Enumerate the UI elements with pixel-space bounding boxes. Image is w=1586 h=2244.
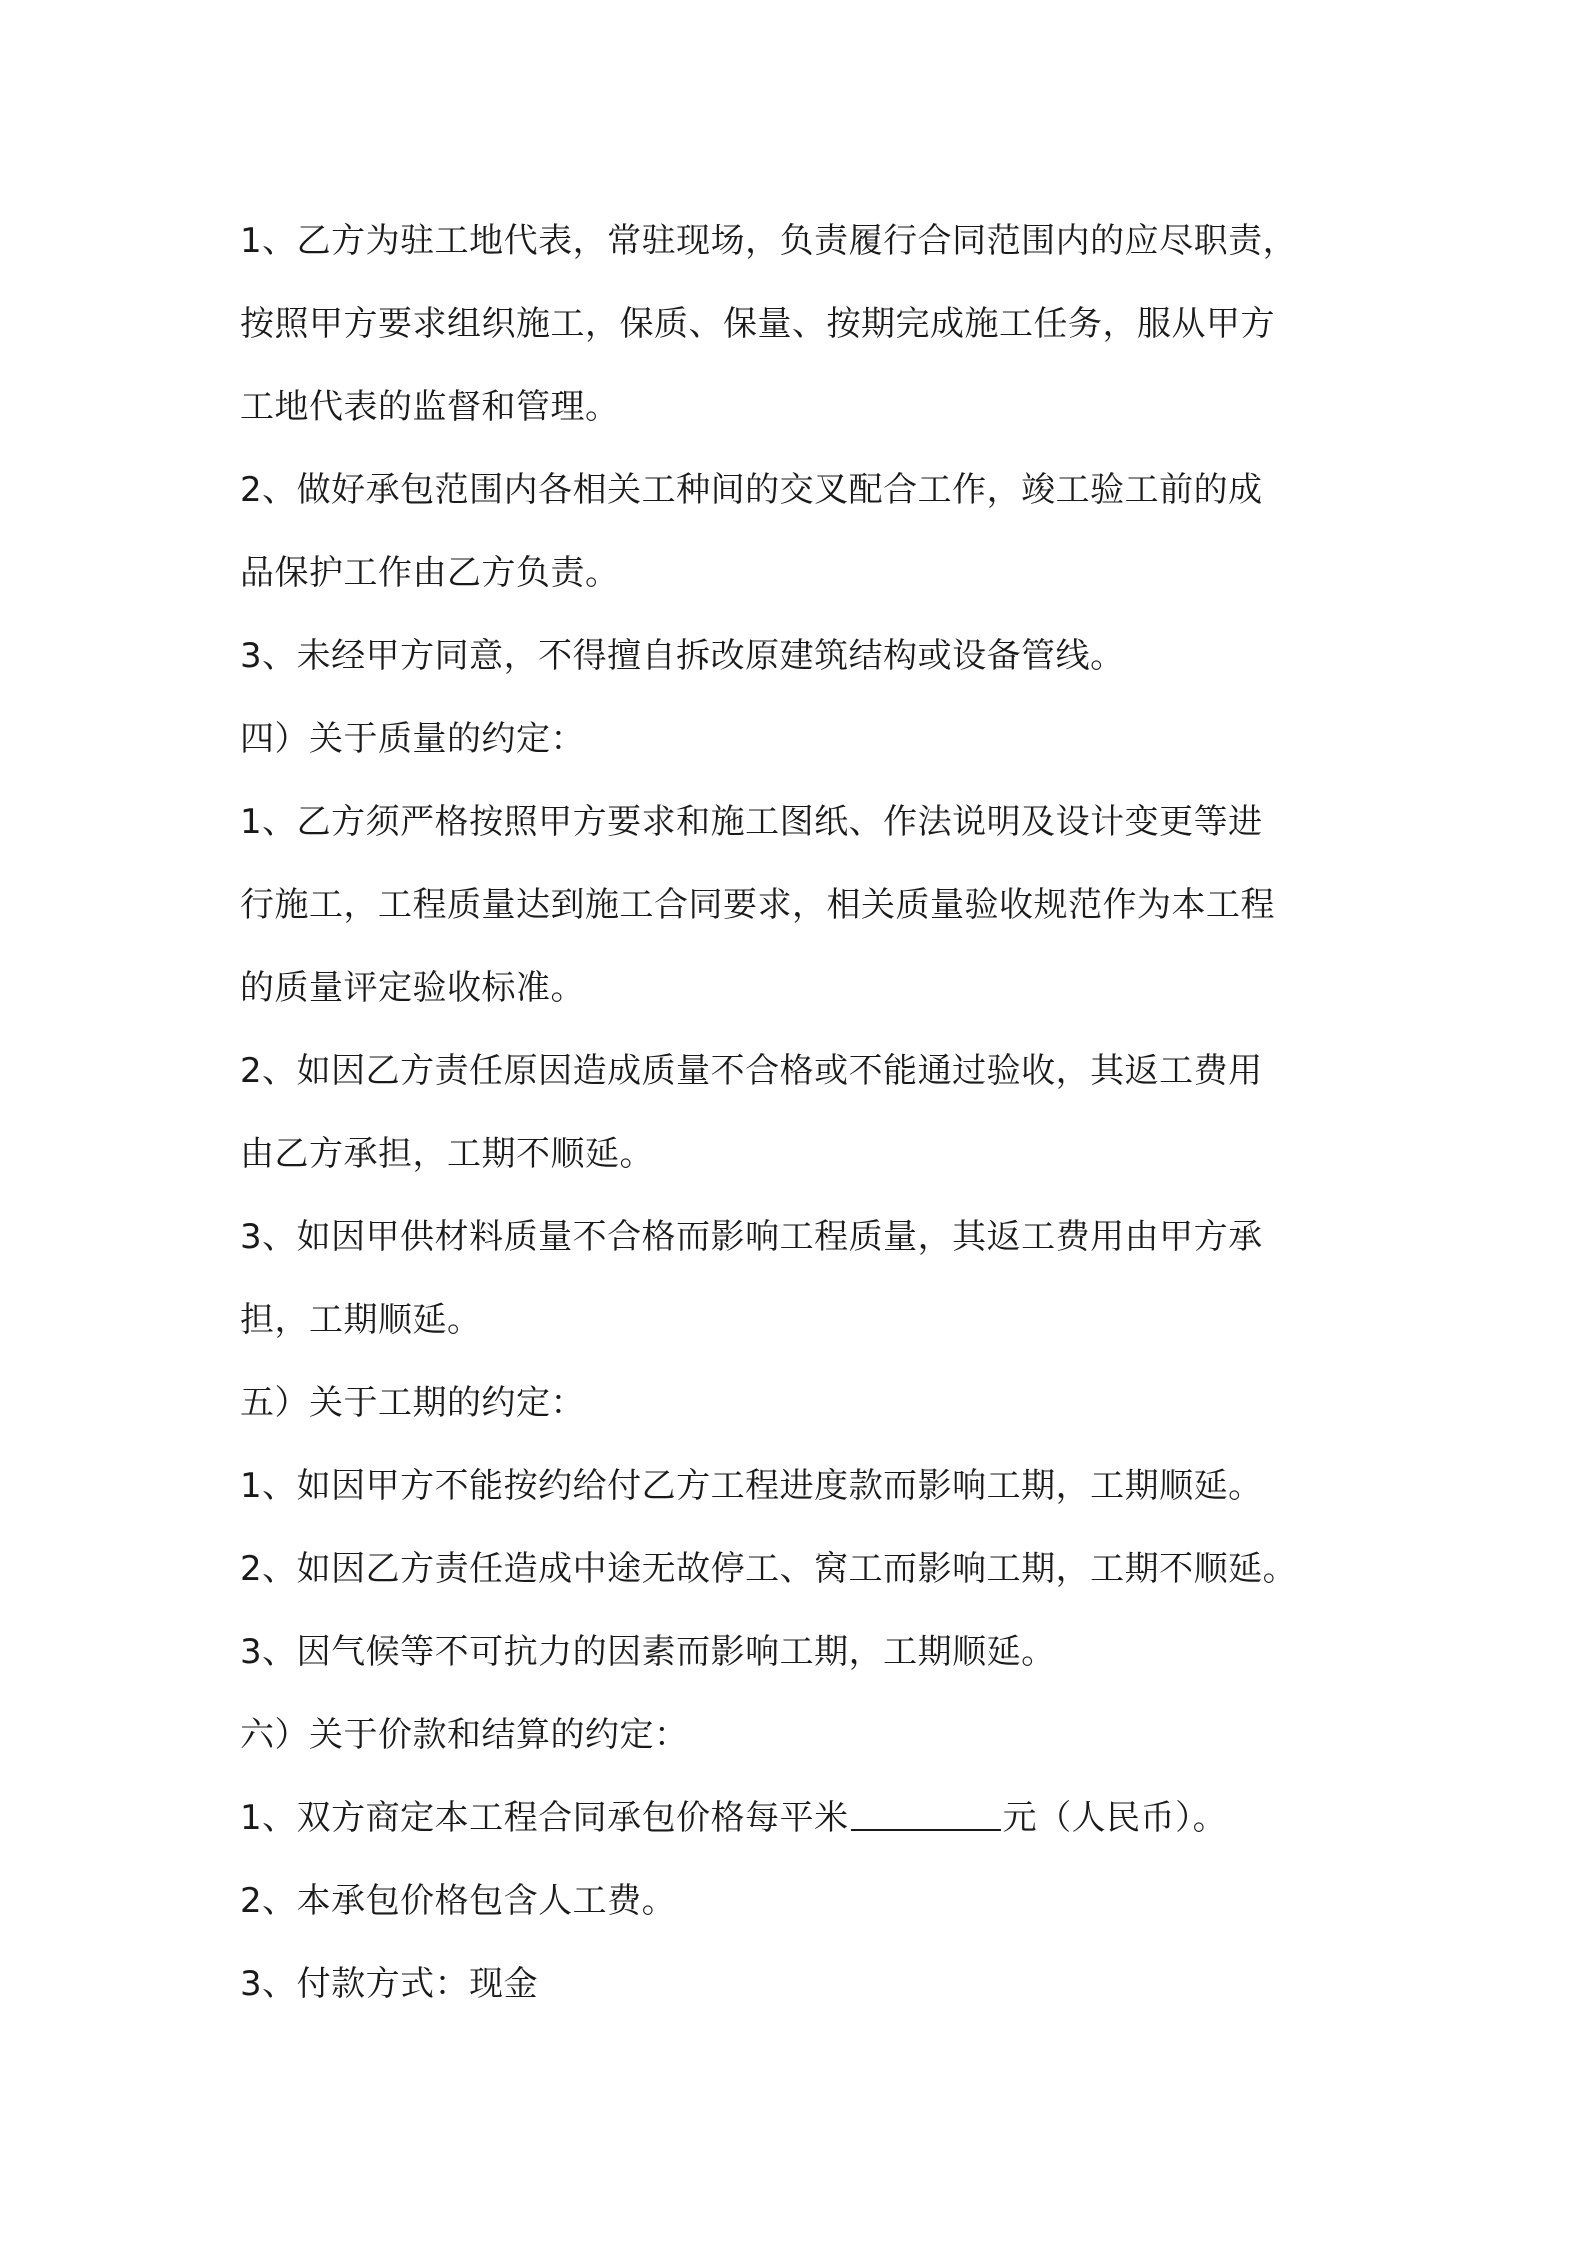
text-line: 1、如因甲方不能按约给付乙方工程进度款而影响工期，工期顺延。 (240, 1466, 1263, 1506)
text-line: 3、付款方式：现金 (240, 1964, 539, 2004)
text-line: 按照甲方要求组织施工，保质、保量、按期完成施工任务，服从甲方 (240, 304, 1275, 344)
price-line (240, 1777, 1370, 1860)
text-line: 的质量评定验收标准。 (240, 968, 585, 1008)
text-line: 工地代表的监督和管理。 (240, 387, 620, 427)
document-body (240, 200, 1370, 2026)
text-line: 1、乙方为驻工地代表，常驻现场，负责履行合同范围内的应尽职责， (240, 221, 1298, 261)
section-heading-quality: 四）关于质量的约定： (240, 719, 585, 759)
text-line: 3、因气候等不可抗力的因素而影响工期，工期顺延。 (240, 1632, 1056, 1672)
text-line: 2、做好承包范围内各相关工种间的交叉配合工作，竣工验工前的成 (240, 470, 1263, 510)
text-line: 2、本承包价格包含人工费。 (240, 1881, 677, 1921)
text-line: 2、如因乙方责任原因造成质量不合格或不能通过验收，其返工费用 (240, 1051, 1263, 1091)
text-line: 3、如因甲供材料质量不合格而影响工程质量，其返工费用由甲方承 (240, 1217, 1263, 1257)
section-heading-price: 六）关于价款和结算的约定： (240, 1715, 689, 1755)
text-line: 行施工，工程质量达到施工合同要求，相关质量验收规范作为本工程 (240, 885, 1275, 925)
text-line: 3、未经甲方同意，不得擅自拆改原建筑结构或设备管线。 (240, 636, 1125, 676)
text-line: 2、如因乙方责任造成中途无故停工、窝工而影响工期，工期不顺延。 (240, 1549, 1298, 1589)
price-blank-field[interactable] (851, 1799, 1001, 1831)
section-heading-schedule: 五）关于工期的约定： (240, 1383, 585, 1423)
price-line-before: 1、双方商定本工程合同承包价格每平米 (240, 1798, 849, 1838)
text-line: 1、乙方须严格按照甲方要求和施工图纸、作法说明及设计变更等进 (240, 802, 1263, 842)
price-line-after: 元（人民币）。 (1002, 1798, 1228, 1838)
text-line: 担，工期顺延。 (240, 1300, 482, 1340)
text-line: 品保护工作由乙方负责。 (240, 553, 620, 593)
text-line: 由乙方承担，工期不顺延。 (240, 1134, 654, 1174)
